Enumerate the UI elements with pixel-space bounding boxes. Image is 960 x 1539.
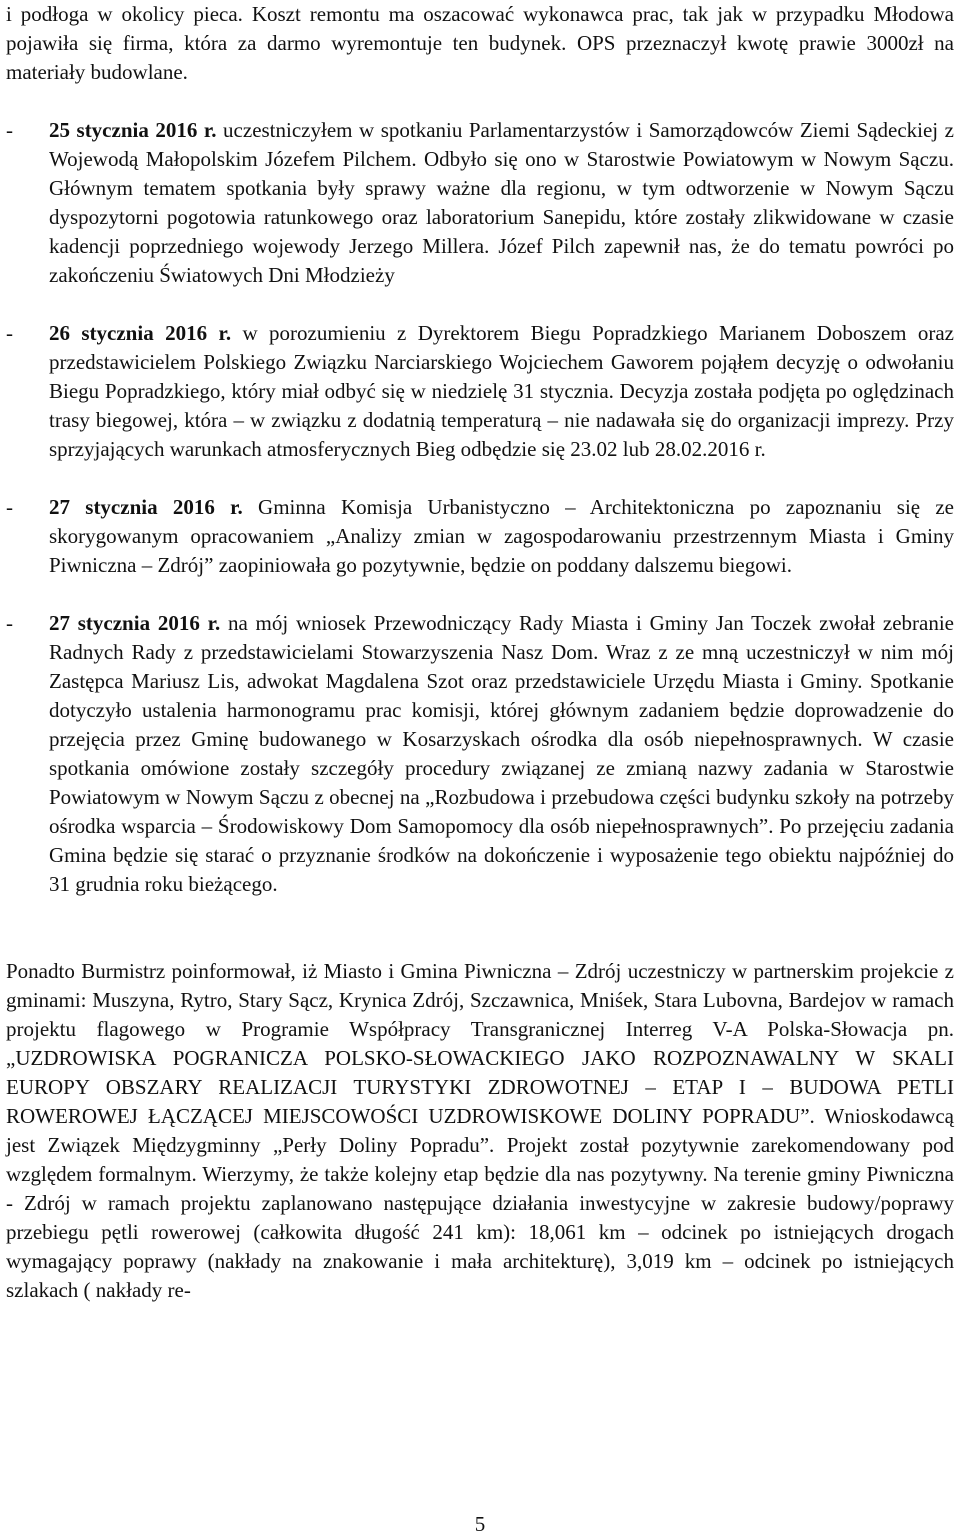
closing-paragraph: Ponadto Burmistrz poinformował, iż Miasto i Gmina Piwniczna – Zdrój uczestniczy w partnerskim projekcie z gminami: Muszyna, Rytro, Stary Sącz, Krynica Zdrój, Szczawnica, Mniśek, Stara Lubovna, Bardejov w ramach projektu flagowego w Programie Współpracy Transgranicznej Interreg V-A Polska-Słowacja pn. „UZDROWISKA POGRANICZA POLSKO-SŁOWACKIEGO JAKO ROZPOZNAWALNY W SKALI EUROPY OBSZARY REALIZACJI TURYSTYKI ZDROWOTNEJ – ETAP I – BUDOWA PETLI ROWEROWEJ ŁĄCZĄCEJ MIEJSCOWOŚCI UZDROWISKOWE DOLINY POPRADU”. Wnioskodawcą jest Związek Międzygminny „Perły Doliny Popradu”. Projekt został pozytywnie zarekomendowany pod względem formalnym. Wierzymy, że także kolejny etap będzie dla nas pozytywny. Na terenie gminy Piwniczna - Zdrój w ramach projektu zaplanowano następujące działania inwestycyjne w zakresie budowy/poprawy przebiegu pętli rowerowej (całkowita długość 241 km): 18,061 km – odcinek po istniejących drogach wymagający poprawy (nakłady na znakowanie i mała architekturę), 3,019 km – odcinek po istniejących szlakach ( nakłady re- (6, 959, 954, 1302)
list-item (6, 493, 954, 580)
entry-body (49, 609, 954, 899)
entry-body (49, 493, 954, 580)
intro-paragraph: i podłoga w okolicy pieca. Koszt remontu ma oszacować wykonawca prac, tak jak w przypadku Młodowa pojawiła się firma, która za darmo wyremontuje ten budynek. OPS przeznaczył kwotę prawie 3000zł na materiały budowlane. (6, 2, 954, 84)
entry-text: Gminna Komisja Urbanistyczno – Architektoniczna po zapoznaniu się ze skorygowanym opracowaniem „Analizy zmian w zagospodarowaniu przestrzennym Miasta i Gminy Piwniczna – Zdrój” zaopiniowała go pozytywnie, będzie on poddany dalszemu biegowi. (49, 495, 955, 577)
spacer (6, 87, 954, 116)
list-dash: - (6, 495, 13, 519)
list-item (6, 319, 954, 464)
entry-date: 27 stycznia 2016 r. (49, 495, 243, 519)
spacer (6, 290, 954, 319)
list-item (6, 116, 954, 290)
list-dash: - (6, 611, 13, 635)
document-page (6, 0, 954, 1305)
entry-text: uczestniczyłem w spotkaniu Parlamentarzystów i Samorządowców Ziemi Sądeckiej z Wojewodą Małopolskim Józefem Pilchem. Odbyło się ono w Starostwie Powiatowym w Nowym Sączu. Głównym tematem spotkania były sprawy ważne dla regionu, w tym odtworzenie w Nowym Sączu dyspozytorni pogotowia ratunkowego oraz laboratorium Sanepidu, które zostały zlikwidowane w czasie kadencji poprzedniego wojewody Jerzego Millera. Józef Pilch zapewnił nas, że do tematu powróci po zakończeniu Światowych Dni Młodzieży (49, 118, 954, 287)
page-number: 5 (474, 1512, 486, 1536)
spacer (6, 464, 954, 493)
entry-date: 27 stycznia 2016 r. (49, 611, 221, 635)
spacer (6, 580, 954, 609)
list-item (6, 609, 954, 899)
entry-body (49, 116, 954, 290)
list-dash: - (6, 321, 13, 345)
entry-text: na mój wniosek Przewodniczący Rady Miasta i Gminy Jan Toczek zwołał zebranie Radnych Rady z przedstawicielami Stowarzyszenia Nasz Dom. Wraz z ze mną uczestniczył w nim mój Zastępca Mariusz Lis, adwokat Magdalena Szot oraz przedstawiciele Urzędu Miasta i Gminy. Spotkanie dotyczyło ustalenia harmonogramu prac komisji, której głównym zadaniem będzie doprowadzenie do przejęcia przez Gminę budowanego w Kosarzyskach ośrodka dla osób niepełnosprawnych. W czasie spotkania omówione zostały szczegóły procedury związanej ze zmianą nazwy zadania w Starostwie Powiatowym w Nowym Sączu z obecnej na „Rozbudowa i przebudowa części budynku szkoły na potrzeby ośrodka wsparcia – Środowiskowy Dom Samopomocy dla osób niepełnosprawnych”. Po przejęciu zadania Gmina będzie się starać o przyznanie środków na dokończenie i wyposażenie tego obiektu najpóźniej do 31 grudnia roku bieżącego. (49, 611, 954, 896)
entry-text: w porozumieniu z Dyrektorem Biegu Popradzkiego Marianem Doboszem oraz przedstawicielem Polskiego Związku Narciarskiego Wojciechem Gaworem pojąłem decyzję o odwołaniu Biegu Popradzkiego, który miał odbyć się w niedzielę 31 stycznia. Decyzja została podjęta po oględzinach trasy biegowej, która – w związku z dodatnią temperaturą – nie nadawała się do organizacji imprezy. Przy sprzyjających warunkach atmosferycznych Bieg odbędzie się 23.02 lub 28.02.2016 r. (49, 321, 954, 461)
list-dash: - (6, 118, 13, 142)
entry-date: 26 stycznia 2016 r. (49, 321, 232, 345)
spacer (6, 899, 954, 957)
entry-date: 25 stycznia 2016 r. (49, 118, 217, 142)
entry-body (49, 319, 954, 464)
